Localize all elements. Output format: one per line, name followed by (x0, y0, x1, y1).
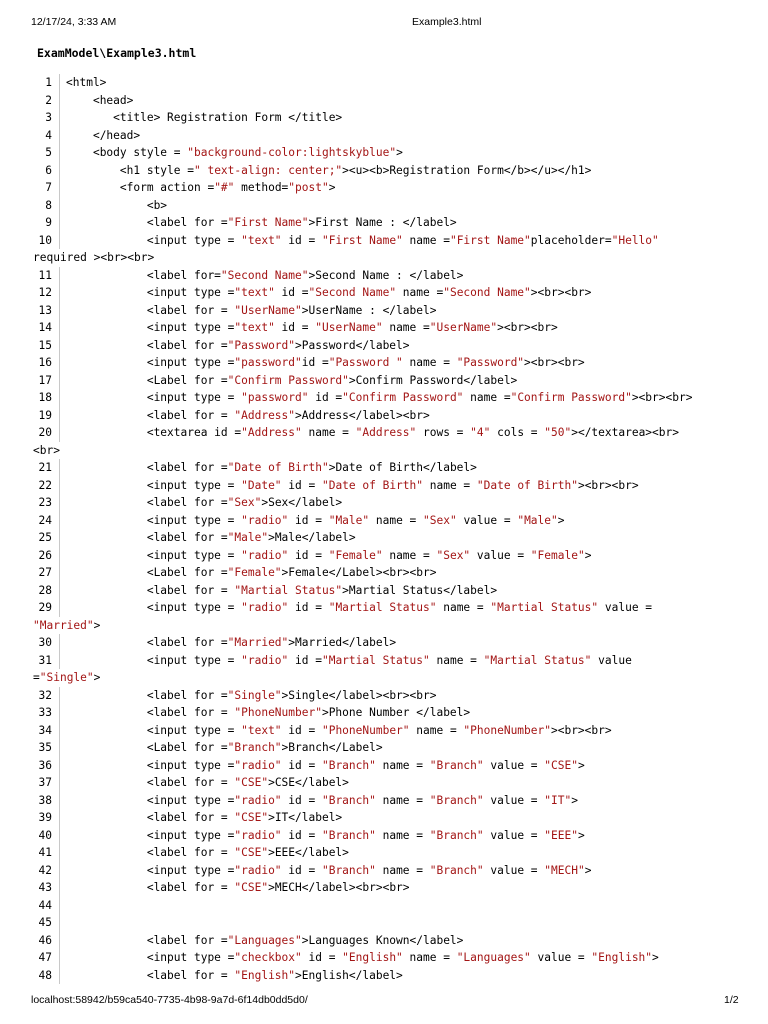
code-text: <label for = "CSE">IT</label> (66, 811, 343, 824)
code-line (34, 127, 734, 145)
code-text: <input type ="text" id ="Second Name" name ="Second Name"><br><br> (66, 286, 592, 299)
code-line (34, 319, 734, 337)
print-page-title: Example3.html (412, 16, 482, 28)
code-text: <form action ="#" method="post"> (66, 181, 336, 194)
page-number: 1/2 (724, 994, 739, 1006)
code-line (34, 284, 734, 302)
code-line (34, 459, 734, 477)
line-number: 39 (34, 809, 60, 827)
line-number: 20 (34, 424, 60, 442)
line-number: 19 (34, 407, 60, 425)
line-number: 46 (34, 932, 60, 950)
code-text: <input type = "text" id = "PhoneNumber" name = "PhoneNumber"><br><br> (66, 723, 612, 737)
code-text: <label for = "Martial Status">Martial Status</label> (66, 583, 498, 597)
code-text: <input type = "radio" id = "Martial Status" name = "Martial Status" value = (66, 601, 653, 614)
line-number: 1 (34, 74, 60, 92)
line-number: 36 (34, 757, 60, 775)
code-text: <label for = "CSE">EEE</label> (66, 846, 349, 859)
line-number: 5 (34, 144, 60, 162)
code-text: <input type ="radio" id = "Branch" name = "Branch" value = "MECH"> (66, 863, 592, 877)
code-line (34, 267, 734, 285)
code-line (34, 862, 734, 880)
code-line (34, 687, 734, 705)
code-text: <label for = "CSE">MECH</label><br><br> (66, 881, 410, 894)
code-line (34, 512, 734, 530)
code-text: </head> (66, 128, 141, 142)
line-number: 32 (34, 687, 60, 705)
line-number: 29 (34, 599, 60, 617)
code-text: <input type ="password"id ="Password " name = "Password"><br><br> (66, 356, 585, 369)
code-text: <input type = "text" id = "First Name" name ="First Name"placeholder="Hello" (66, 233, 659, 247)
line-number: 8 (34, 197, 60, 215)
code-line (34, 494, 734, 512)
code-text: <input type ="radio" id = "Branch" name = "Branch" value = "EEE"> (66, 828, 585, 842)
code-line (34, 582, 734, 600)
line-number: 4 (34, 127, 60, 145)
code-text: <label for ="Male">Male</label> (66, 531, 356, 544)
line-number: 27 (34, 564, 60, 582)
code-line (34, 302, 734, 320)
code-line (34, 809, 734, 827)
line-number: 23 (34, 494, 60, 512)
code-line (34, 197, 734, 215)
code-text: <label for ="Single">Single</label><br><br> (66, 688, 437, 702)
code-line (34, 354, 734, 372)
code-line (34, 967, 734, 985)
code-line-continuation (34, 669, 734, 687)
line-number: 41 (34, 844, 60, 862)
code-line (34, 144, 734, 162)
line-number: 37 (34, 774, 60, 792)
code-text: <input type = "Date" id = "Date of Birth" name = "Date of Birth"><br><br> (66, 478, 639, 492)
code-text: <head> (66, 93, 134, 107)
code-text: <Label for ="Branch">Branch</Label> (66, 741, 383, 754)
line-number: 44 (34, 897, 60, 915)
print-datetime: 12/17/24, 3:33 AM (31, 16, 117, 28)
code-line (34, 897, 734, 915)
line-number: 22 (34, 477, 60, 495)
code-text: <textarea id ="Address" name = "Address" rows = "4" cols = "50"></textarea><br> (66, 426, 679, 439)
code-text: <input type = "radio" id ="Martial Status" name = "Martial Status" value (66, 653, 632, 667)
line-number: 21 (34, 459, 60, 477)
code-line (34, 214, 734, 232)
code-line (34, 529, 734, 547)
line-number: 48 (34, 967, 60, 985)
line-number: 14 (34, 319, 60, 337)
code-text: ="Single"> (33, 671, 101, 684)
line-number: 12 (34, 284, 60, 302)
line-number: 13 (34, 302, 60, 320)
code-text: <Label for ="Female">Female</Label><br><br> (66, 566, 437, 579)
file-path-title: ExamModel\Example3.html (37, 46, 197, 60)
line-number: 17 (34, 372, 60, 390)
code-text: <body style = "background-color:lightskyblue"> (66, 146, 403, 159)
code-text: <label for ="Date of Birth">Date of Birth</label> (66, 461, 477, 474)
code-text: <label for ="Sex">Sex</label> (66, 496, 343, 509)
code-line (34, 704, 734, 722)
code-text: <label for = "CSE">CSE</label> (66, 776, 349, 789)
code-line (34, 74, 734, 92)
code-text: <label for ="Password">Password</label> (66, 338, 410, 352)
code-text: <input type = "radio" id = "Male" name = "Sex" value = "Male"> (66, 513, 565, 527)
line-number: 18 (34, 389, 60, 407)
code-text: <label for ="First Name">First Name : </label> (66, 216, 457, 229)
code-line (34, 232, 734, 250)
code-line (34, 477, 734, 495)
code-line (34, 389, 734, 407)
code-listing (34, 74, 734, 984)
code-line (34, 652, 734, 670)
line-number: 28 (34, 582, 60, 600)
line-number: 16 (34, 354, 60, 372)
code-line (34, 827, 734, 845)
code-line (34, 757, 734, 775)
code-text: <html> (66, 76, 107, 89)
line-number: 11 (34, 267, 60, 285)
code-text: <label for ="Languages">Languages Known</label> (66, 933, 464, 947)
code-line (34, 372, 734, 390)
code-line-continuation (34, 442, 734, 460)
line-number: 9 (34, 214, 60, 232)
line-number: 6 (34, 162, 60, 180)
line-number: 3 (34, 109, 60, 127)
line-number: 33 (34, 704, 60, 722)
code-line (34, 634, 734, 652)
line-number: 24 (34, 512, 60, 530)
code-line (34, 109, 734, 127)
line-number: 15 (34, 337, 60, 355)
line-number: 7 (34, 179, 60, 197)
code-text: <label for = "UserName">UserName : </label> (66, 303, 437, 317)
code-line (34, 774, 734, 792)
code-text: <Label for ="Confirm Password">Confirm Password</label> (66, 373, 518, 387)
code-text: "Married"> (33, 618, 101, 632)
line-number: 34 (34, 722, 60, 740)
line-number: 45 (34, 914, 60, 932)
line-number: 43 (34, 879, 60, 897)
line-number: 2 (34, 92, 60, 110)
code-line-continuation (34, 249, 734, 267)
code-text: <label for ="Married">Married</label> (66, 636, 397, 649)
code-line (34, 92, 734, 110)
code-text: <label for = "Address">Address</label><br> (66, 408, 430, 422)
code-text: required ><br><br> (33, 251, 155, 264)
code-text: <b> (66, 198, 168, 212)
code-line (34, 722, 734, 740)
line-number: 26 (34, 547, 60, 565)
code-line (34, 424, 734, 442)
code-line (34, 162, 734, 180)
print-url: localhost:58942/b59ca540-7735-4b98-9a7d-6f14db0dd5d0/ (31, 994, 308, 1006)
code-line (34, 914, 734, 932)
code-text: <input type = "radio" id = "Female" name = "Sex" value = "Female"> (66, 548, 592, 562)
code-line (34, 932, 734, 950)
line-number: 31 (34, 652, 60, 670)
code-text: <br> (33, 443, 60, 457)
line-number: 25 (34, 529, 60, 547)
code-text: <input type = "password" id ="Confirm Password" name ="Confirm Password"><br><br> (66, 391, 693, 404)
code-line-continuation (34, 617, 734, 635)
code-text: <h1 style =" text-align: center;"><u><b>Registration Form</b></u></h1> (66, 163, 592, 177)
code-line (34, 179, 734, 197)
code-text: <input type ="radio" id = "Branch" name = "Branch" value = "CSE"> (66, 758, 585, 772)
code-line (34, 564, 734, 582)
code-line (34, 337, 734, 355)
code-line (34, 739, 734, 757)
code-line (34, 879, 734, 897)
code-text: <input type ="radio" id = "Branch" name = "Branch" value = "IT"> (66, 793, 578, 807)
code-line (34, 844, 734, 862)
code-line (34, 792, 734, 810)
code-text: <label for = "English">English</label> (66, 968, 403, 982)
code-text: <input type ="text" id = "UserName" name ="UserName"><br><br> (66, 321, 558, 334)
line-number: 47 (34, 949, 60, 967)
code-text: <label for="Second Name">Second Name : </label> (66, 268, 464, 282)
code-line (34, 949, 734, 967)
line-number: 42 (34, 862, 60, 880)
line-number: 10 (34, 232, 60, 250)
code-line (34, 599, 734, 617)
line-number: 40 (34, 827, 60, 845)
code-line (34, 407, 734, 425)
code-text: <title> Registration Form </title> (66, 111, 343, 124)
code-text: <input type ="checkbox" id = "English" name = "Languages" value = "English"> (66, 951, 659, 964)
line-number: 35 (34, 739, 60, 757)
line-number: 38 (34, 792, 60, 810)
code-line (34, 547, 734, 565)
line-number: 30 (34, 634, 60, 652)
code-text: <label for = "PhoneNumber">Phone Number </label> (66, 706, 471, 719)
